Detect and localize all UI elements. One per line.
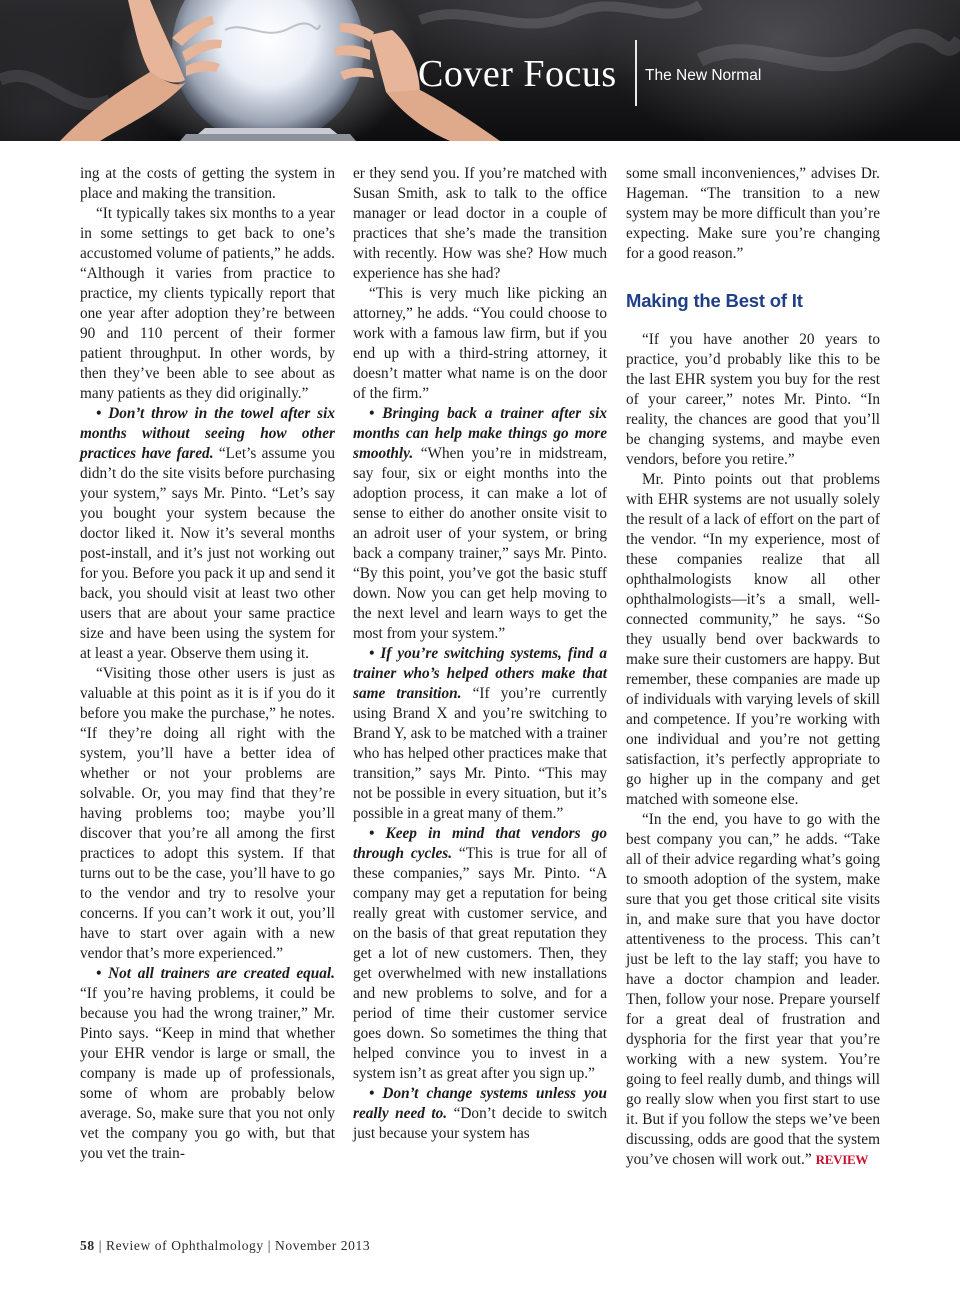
section-title: Cover Focus <box>418 53 617 95</box>
paragraph-text: “When you’re in midstream, say four, six or eight months into the adoption process, it can make a lot of sense to either do another onsite visit to an adroit user of your system, or bring back a company trainer,” says Mr. Pinto. “By this point, you’ve got the basic stuff down. Now you can get help moving to the next level and learn ways to get the most from your system.” <box>353 445 607 642</box>
footer-separator: | <box>267 1238 272 1253</box>
bullet-lead: • Not all trainers are created equal. <box>96 965 335 982</box>
paragraph: ing at the costs of getting the system in place and making the transition. <box>80 165 335 202</box>
issue-date: November 2013 <box>275 1238 371 1253</box>
paragraph <box>353 1084 607 1144</box>
paragraph-text: “In the end, you have to go with the best company you can,” he adds. “Take all of their advice regarding what’s going to smooth adoption of the system, make sure that you get those critical site visits in, and make sure that you have doctor attentiveness to the process. This can’t just be left to the lay staff; you have to have a doctor champion and leader. Then, follow your nose. Prepare yourself for a great deal of frustration and dysphoria for the first year that you’re working with a new system. You’re going to feel really dumb, and things will go really slow when you first start to use it. But if you follow the steps we’ve been discussing, odds are good that the system you’ve chosen will work out.” <box>626 811 880 1168</box>
end-mark-logo: REVIEW <box>815 1152 869 1167</box>
article-column-2 <box>353 164 607 1144</box>
paragraph: Mr. Pinto points out that problems with EHR systems are not usually solely the result of a lack of effort on the part of the vendor. “In my experience, most of these companies realize that all ophthalmologists know all other ophthalmologists—it’s a small, well-connected community,” he says. “So they usually bend over backwards to make sure their customers are happy. But remember, these companies are made up of individuals with varying levels of skill and competence. If you’re working with one individual and you’re not getting satisfaction, it’s perfectly appropriate to go higher up in the company and get matched with someone else. <box>626 471 880 808</box>
paragraph <box>353 824 607 1084</box>
paragraph-text: “Let’s assume you didn’t do the site visits before purchasing your system,” says Mr. Pinto. “Let’s say you bought your system because the doctor liked it. Now it’s several months post-install, and it’s just not working out for you. Before you pack it up and send it back, you should visit at least two other users that are about your same practice size and have been using the system for at least a year. Observe them using it. <box>80 445 335 662</box>
section-heading: Making the Best of It <box>626 290 803 311</box>
bullet-lead: • Don’t throw in the towel after six months without seeing how other practices have fared. <box>80 405 335 462</box>
page-footer <box>80 1238 370 1254</box>
paragraph-text: “This is true for all of these companies,” says Mr. Pinto. “A company may get a reputation for being really great with customer service, and on the basis of that great reputation they get a lot of new customers. Then, they get overwhelmed with new installations and new problems to solve, and for a period of time their customer service goes down. So sometimes the thing that helped convince you to invest in a system isn’t as great after you sign up.” <box>353 845 607 1082</box>
paragraph-text: “If you’re currently using Brand X and you’re switching to Brand Y, ask to be matched with a trainer who has helped other practices make that transition,” says Mr. Pinto. “This may not be possible in every situation, but it’s possible in a great many of them.” <box>353 685 607 822</box>
paragraph <box>80 404 335 664</box>
paragraph: er they send you. If you’re matched with Susan Smith, ask to talk to the office manager or lead doctor in a couple of practices that she’s made the transition with recently. How was she? How much experience has she had? <box>353 165 607 282</box>
paragraph <box>80 964 335 1164</box>
section-subtitle: The New Normal <box>645 67 762 84</box>
paragraph: “It typically takes six months to a year in some settings to get back to one’s accustomed volume of patients,” he adds. “Although it varies from practice to practice, my clients typically report that one year after adoption they’re between 90 and 110 percent of their former patient throughput. In other words, by then they’ve been able to see about as many patients as they did originally.” <box>80 205 335 402</box>
paragraph: some small inconveniences,” advises Dr. Hageman. “The transition to a new system may be more difficult than you’re expecting. Make sure you’re changing for a good reason.” <box>626 165 880 262</box>
page-number: 58 <box>80 1238 95 1253</box>
paragraph-text: “If you’re having problems, it could be because you had the wrong trainer,” Mr. Pinto says. “Keep in mind that whether your EHR vendor is large or small, the company is made up of professionals, some of whom are probably below average. So, make sure that you not only vet the company you go with, but that you vet the train- <box>80 985 335 1162</box>
paragraph <box>353 644 607 824</box>
paragraph <box>353 404 607 644</box>
paragraph: “If you have another 20 years to practice, you’d probably like this to be the last EHR system you buy for the rest of your career,” notes Mr. Pinto. “In reality, the chances are good that you’ll be changing systems, and maybe even vendors, before you retire.” <box>626 331 880 468</box>
header-banner <box>0 0 960 141</box>
bullet-lead: • Bringing back a trainer after six months can help make things go more smoothly. <box>353 405 607 462</box>
paragraph: “Visiting those other users is just as valuable at this point as it is if you do it before you make the purchase,” he notes. “If they’re doing all right with the system, you’ll have a better idea of whether or not your problems are solvable. Or, you may find that they’re having problems too; maybe you’ll discover that you’re all among the first practices to adopt this system. If that turns out to be the case, you’ll have to go to the vendor and try to resolve your concerns. If you can’t work it out, you’ll have to start over again with a new vendor that’s more experienced.” <box>80 665 335 962</box>
paragraph: “This is very much like picking an attorney,” he adds. “You could choose to work with a famous law firm, but if you end up with a third-string attorney, it doesn’t matter what name is on the door of the firm.” <box>353 285 607 402</box>
publication-name: Review of Ophthalmology <box>105 1238 264 1253</box>
article-column-3 <box>626 164 880 1170</box>
bullet-lead: • If you’re switching systems, find a trainer who’s helped others make that same transition. <box>353 645 607 702</box>
footer-separator: | <box>98 1238 102 1253</box>
article-column-1 <box>80 164 335 1164</box>
paragraph-text: “Don’t decide to switch just because your system has <box>353 1105 607 1142</box>
title-divider <box>635 40 637 106</box>
bullet-lead: • Keep in mind that vendors go through cycles. <box>353 825 607 862</box>
paragraph <box>626 810 880 1170</box>
bullet-lead: • Don’t change systems unless you really need to. <box>353 1085 607 1122</box>
